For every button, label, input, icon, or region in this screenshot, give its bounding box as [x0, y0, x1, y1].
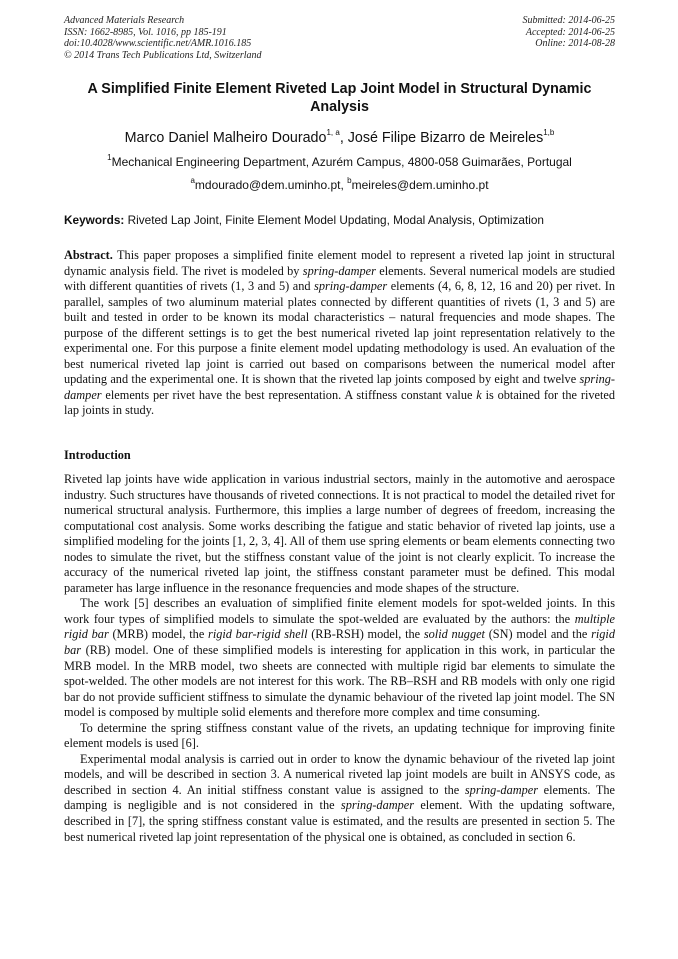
abstract-term: k [476, 387, 482, 402]
author-emails: $^a$mdourado@dem.uminho.pt, $^b$meireles@dem.uminho.pt [190, 176, 489, 192]
paragraph: To determine the spring stiffness constant value of the rivets, an updating technique for improving finite element models is used [6]. [64, 720, 615, 751]
author-name: Marco Daniel Malheiro Dourado [124, 130, 327, 146]
author-name: José Filipe Bizarro de Meireles [347, 130, 544, 146]
abstract-term: spring-damper [314, 279, 388, 294]
paragraph [64, 752, 615, 845]
paragraph-text: (SN) model and the [484, 627, 592, 642]
section-heading: Introduction [64, 448, 131, 462]
doi: doi:10.4028/www.scientific.net/AMR.1016.185 [64, 38, 252, 49]
paragraph-text: (RB) model. One of these simplified models is interesting for application in this work, in particular the MRB model. In the MRB model, two sheets are connected with multiple rigid bar elements to simulate the spot-welded. The other models are not interest for this work. The RB–RSH and RB models with only one rigid bar do not provide sufficient stiffness to simulate the dynamic behaviour of the riveted lap joint model. The SN model is composed by multiple solid elements and therefore more complex and time consuming. [64, 643, 615, 720]
abstract-text: elements (4, 6, 8, 12, 16 and 20) per rivet. In parallel, samples of two aluminum material plates connected by different quantities of rivets (1, 3 and 5) are built and tested in order to be known its modal characteristics – natural frequencies and mode shapes. The purpose of the different settings is to get the best numerical riveted lap joint representation relatively to the experimental one. For this purpose a finite element model updating methodology is used. An evaluation of the best numerical riveted lap joint is carried out based on comparisons between the numerical model after updating and the experimental one. It is shown that the riveted lap joints composed by eight and twelve [64, 279, 616, 387]
paragraph [64, 596, 615, 720]
keywords-text: Riveted Lap Joint, Finite Element Model Updating, Modal Analysis, Optimization [127, 213, 544, 227]
abstract-text: elements per rivet have the best representation. A stiffness constant value [101, 387, 477, 402]
submitted-date: Submitted: 2014-06-25 [522, 15, 615, 26]
abstract-term: spring-damper [64, 372, 615, 402]
author-sup: 1, a [326, 128, 340, 138]
journal-name: Advanced Materials Research [64, 15, 185, 26]
email-sup: b [347, 176, 352, 185]
paragraph-text: element. With the updating software, described in [7], the spring stiffness constant value is estimated, and the results are presented in section 5. The best numerical riveted lap joint representation of the physical one is obtained, as concluded in section 6. [64, 798, 615, 844]
abstract [64, 248, 615, 419]
model-term: spring-damper [464, 782, 538, 797]
email-link[interactable]: meireles@dem.uminho.pt [351, 178, 489, 192]
abstract-text: This paper proposes a simplified finite element model to represent a riveted lap joint in structural dynamic analysis field. The rivet is modeled by [64, 248, 615, 278]
paragraph-text: elements. The damping is negligible and is not considered in the [64, 782, 615, 813]
issn: ISSN: 1662-8985, Vol. 1016, pp 185-191 [64, 26, 227, 38]
affiliation-sup: 1 [107, 153, 112, 162]
paragraph-text: Experimental modal analysis is carried out in order to know the dynamic behaviour of the riveted lap joint models, and will be described in section 3. A numerical riveted lap joint models are built in ANSYS code, as described in section 4. An initial stiffness constant value is assigned to the [64, 751, 615, 797]
model-term: solid nugget [423, 627, 485, 642]
accepted-date: Accepted: 2014-06-25 [525, 26, 615, 38]
abstract-text: is obtained for the riveted lap joints in study. [64, 387, 616, 418]
paragraph: Riveted lap joints have wide application in various industrial sectors, mainly in the automotive and aerospace industry. Such structures have thousands of riveted connections. It is not practical to model the detailed rivet for numerical structural analysis. Furthermore, this implies a large number of degrees of freedom, increasing the computational cost analysis. Some works describing the fatigue and static behavior of riveted lap joints, use a simplified modeling for the joints [1, 2, 3, 4]. All of them use spring elements or beam elements connecting two nodes to simulate the rivet, but the stiffness constant value of the joint is not clearly explicit. To increase the accuracy of the numerical riveted lap joint, the stiffness constant parameter must be defined. This modal parameter has large influence in the resonance frequencies and mode shapes of the structure. [64, 472, 615, 595]
publication-dates [523, 15, 616, 50]
model-term: rigid bar-rigid shell [208, 627, 308, 642]
paragraph-text: (MRB) model, the [108, 627, 209, 642]
affiliation-text: Mechanical Engineering Department, Azurém Campus, 4800-058 Guimarães, Portugal [111, 155, 572, 169]
model-term: spring-damper [340, 798, 415, 813]
paragraph-text: The work [5] describes an evaluation of simplified finite element models for spot-welded joints. In this work four types of simplified models to simulate the spot-welded are evaluated by the authors: the [64, 596, 615, 626]
email-sup: a [190, 176, 195, 185]
journal-info [64, 15, 262, 61]
online-date: Online: 2014-08-28 [535, 38, 615, 49]
keywords [64, 213, 615, 228]
keywords-label: Keywords: [64, 213, 125, 227]
authors: Marco Daniel Malheiro Dourado$^{1, a}$, José Filipe Bizarro de Meireles$^{1,b}$ [124, 128, 555, 146]
introduction-body [64, 472, 615, 845]
paper-title: A Simplified Finite Element Riveted Lap Joint Model in Structural Dynamic Analysis [87, 81, 592, 115]
abstract-term: spring-damper [302, 263, 376, 278]
abstract-label: Abstract. [64, 248, 113, 262]
author-sup: 1,b [543, 128, 555, 138]
copyright: © 2014 Trans Tech Publications Ltd, Switzerland [64, 49, 262, 61]
model-term: multiple rigid bar [64, 611, 615, 642]
model-term: rigid bar [64, 627, 615, 658]
abstract-text: elements. Several numerical models are studied with different quantities of rivets (1, 3 and 5) and [64, 263, 615, 294]
paragraph-text: (RB-RSH) model, the [307, 627, 424, 642]
email-link[interactable]: mdourado@dem.uminho.pt [194, 178, 341, 192]
affiliation [64, 155, 615, 170]
